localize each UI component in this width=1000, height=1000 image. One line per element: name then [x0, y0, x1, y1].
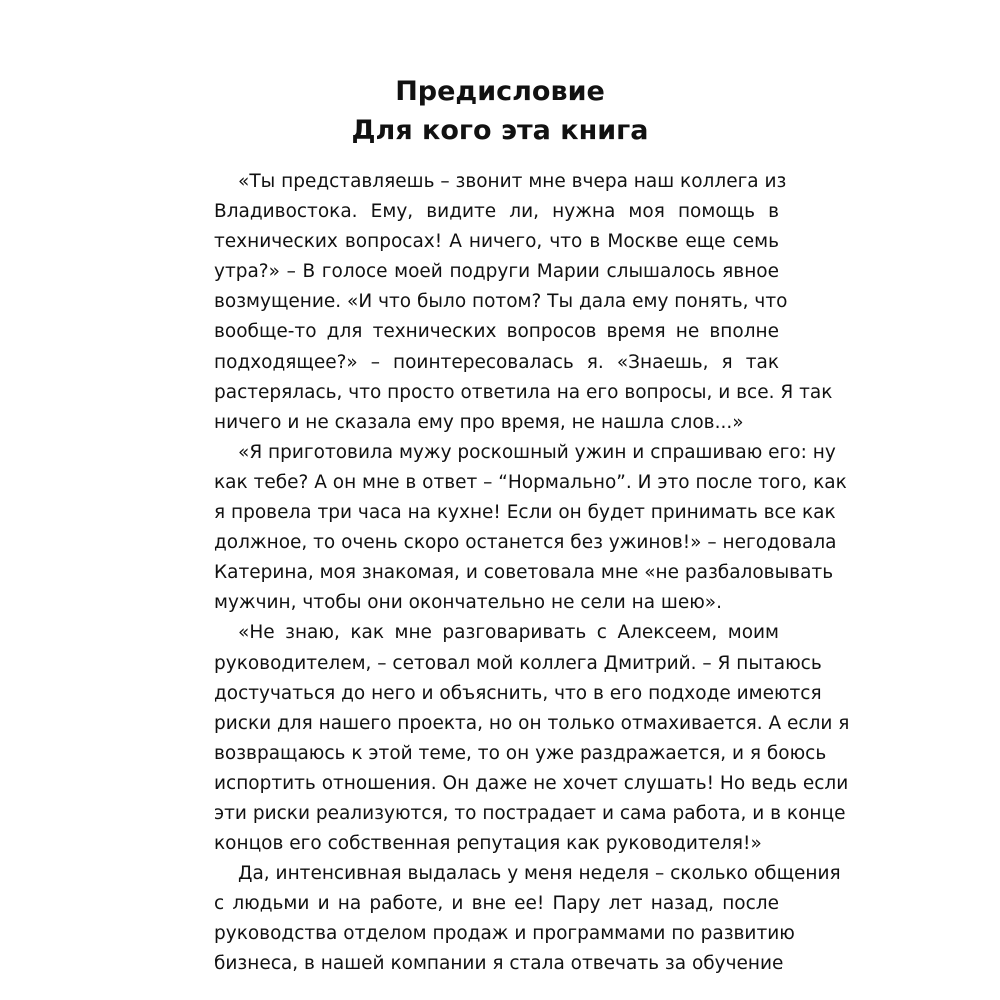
text-line: достучаться до него и объяснить, что в его подходе имеются — [214, 682, 822, 704]
text-line: ничего и не сказала ему про время, не нашла слов...» — [214, 411, 744, 433]
text-line: утра?» – В голосе моей подруги Марии слышалось явное — [214, 261, 779, 283]
text-line: подходящее?» – поинтересовалась я. «Знаешь, я так — [214, 351, 779, 373]
text-line: с людьми и на работе, и вне ее! Пару лет назад, после — [214, 893, 779, 915]
text-line: риски для нашего проекта, но он только отмахивается. А если я — [214, 712, 850, 734]
text-line: вообще-то для технических вопросов время не вполне — [214, 321, 779, 343]
text-line: руководителем, – сетовал мой коллега Дмитрий. – Я пытаюсь — [214, 652, 822, 674]
text-line: руководства отделом продаж и программами по развитию — [214, 923, 795, 945]
text-line: как тебе? А он мне в ответ – “Нормально”. И это после того, как — [214, 471, 847, 493]
text-line: «Я приготовила мужу роскошный ужин и спрашиваю его: ну — [238, 441, 836, 463]
text-line: испортить отношения. Он даже не хочет слушать! Но ведь если — [214, 772, 849, 794]
text-line: «Ты представляешь – звонит мне вчера наш коллега из — [238, 171, 787, 192]
text-line: возмущение. «И что было потом? Ты дала ему понять, что — [214, 291, 788, 313]
chapter-title: Предисловие — [395, 76, 605, 107]
text-line: Да, интенсивная выдалась у меня неделя – сколько общения — [238, 863, 841, 885]
text-line: «Не знаю, как мне разговаривать с Алексеем, моим — [238, 622, 779, 644]
text-line: Катерина, моя знакомая, и советовала мне «не разбаловывать — [214, 562, 834, 584]
text-line: мужчин, чтобы они окончательно не сели на шею». — [214, 592, 723, 614]
text-line: должное, то очень скоро останется без ужинов!» – негодовала — [214, 532, 837, 554]
text-line: растерялась, что просто ответила на его вопросы, и все. Я так — [214, 381, 833, 403]
text-line: эти риски реализуются, то пострадает и сама работа, и в конце — [214, 802, 846, 824]
text-line: бизнеса, в нашей компании я стала отвечать за обучение — [214, 953, 784, 975]
body-text — [214, 167, 850, 980]
text-line: технических вопросах! А ничего, что в Москве еще семь — [214, 231, 779, 253]
text-line: я провела три часа на кухне! Если он будет принимать все как — [214, 502, 836, 524]
text-line: возвращаюсь к этой теме, то он уже раздражается, и я боюсь — [214, 742, 827, 764]
chapter-subtitle: Для кого эта книга — [351, 115, 649, 146]
text-line: Владивостока. Ему, видите ли, нужна моя помощь в — [214, 201, 779, 223]
text-line: концов его собственная репутация как руководителя!» — [214, 833, 762, 855]
